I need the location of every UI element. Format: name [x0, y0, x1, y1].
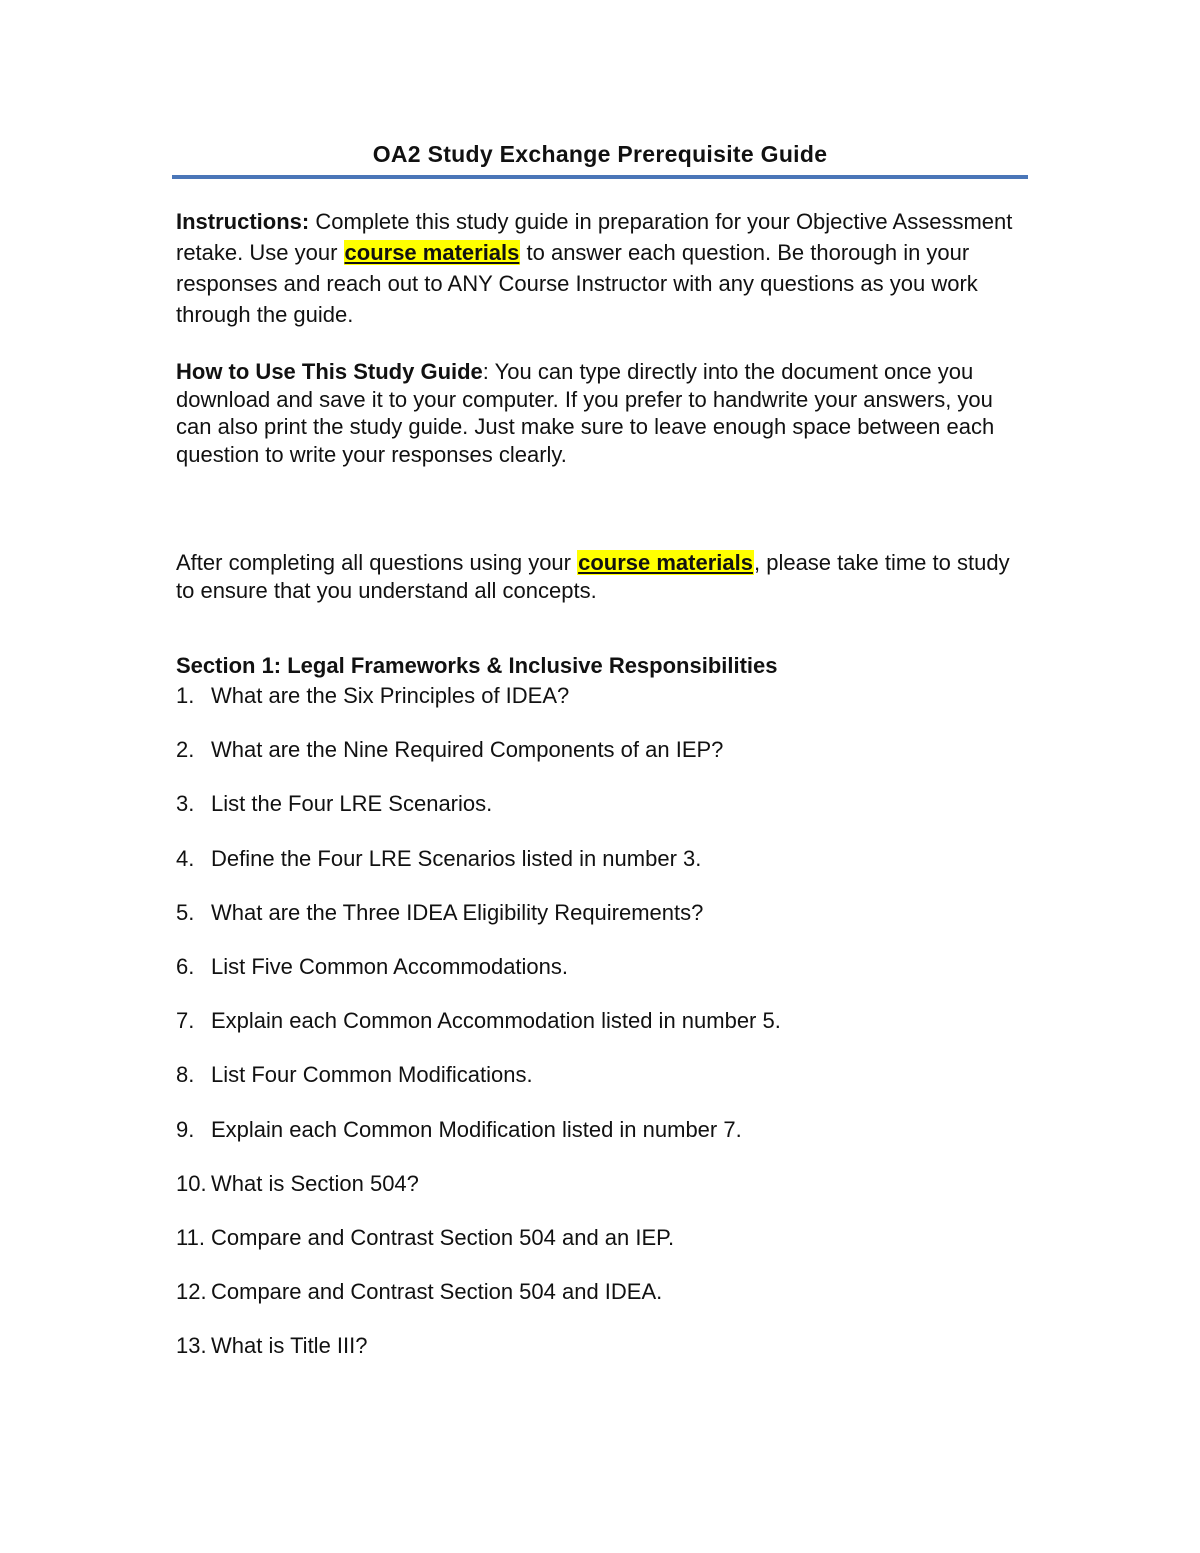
question-number: 11.	[176, 1224, 205, 1250]
question-number: 13.	[176, 1333, 207, 1359]
instructions-text-before: Complete this study guide in preparation for your Objective Assessment retake. Use your	[176, 209, 1013, 265]
list-item	[176, 952, 1016, 1006]
list-item	[176, 898, 1016, 952]
how-to-paragraph	[176, 358, 1016, 468]
instructions-paragraph	[176, 206, 1016, 330]
question-text: List the Four LRE Scenarios.	[211, 791, 493, 817]
list-item	[176, 789, 1016, 843]
question-text: Define the Four LRE Scenarios listed in number 3.	[211, 845, 702, 871]
list-item	[176, 844, 1016, 898]
instructions-text-after: to answer each question. Be thorough in your responses and reach out to ANY Course Instructor with any questions as you work through the guide.	[176, 240, 978, 327]
question-number: 2.	[176, 737, 195, 763]
after-text-before: After completing all questions using your	[176, 550, 578, 575]
question-text: What are the Nine Required Components of an IEP?	[211, 737, 724, 763]
list-item	[176, 1115, 1016, 1169]
list-item	[176, 1223, 1016, 1277]
list-item	[176, 681, 1016, 735]
list-item	[176, 1006, 1016, 1060]
document-title: OA2 Study Exchange Prerequisite Guide	[372, 141, 828, 167]
question-number: 1.	[176, 683, 195, 708]
after-highlight-course-materials: course materials	[578, 550, 753, 575]
question-number: 12.	[176, 1279, 207, 1305]
question-list	[176, 681, 1016, 1385]
question-text: Compare and Contrast Section 504 and IDEA.	[211, 1279, 663, 1305]
title-underline-rule	[172, 175, 1028, 179]
question-number: 4.	[176, 845, 195, 871]
question-text: What is Title III?	[211, 1333, 368, 1359]
question-number: 6.	[176, 953, 195, 979]
question-number: 8.	[176, 1062, 195, 1088]
question-number: 9.	[176, 1116, 195, 1142]
question-number: 10.	[176, 1170, 207, 1196]
list-item	[176, 1277, 1016, 1331]
question-text: What are the Three IDEA Eligibility Requirements?	[211, 899, 704, 925]
after-paragraph	[176, 549, 1016, 604]
how-to-text: : You can type directly into the document once you download and save it to your computer. If you prefer to handwrite your answers, you can also print the study guide. Just make sure to leave enough space between each question to write your responses clearly.	[176, 359, 995, 467]
instructions-highlight-course-materials: course materials	[344, 240, 520, 265]
list-item	[176, 1331, 1016, 1385]
question-text: List Four Common Modifications.	[211, 1062, 533, 1088]
list-item	[176, 1060, 1016, 1114]
after-text-after: , please take time to study to ensure that you understand all concepts.	[176, 550, 1010, 603]
question-number: 3.	[176, 791, 195, 817]
question-text: List Five Common Accommodations.	[211, 953, 569, 979]
question-text: What are the Six Principles of IDEA?	[211, 683, 570, 708]
section-1-title: Section 1: Legal Frameworks & Inclusive Responsibilities	[176, 653, 778, 678]
question-text: Explain each Common Modification listed in number 7.	[211, 1116, 742, 1142]
question-text: What is Section 504?	[211, 1170, 419, 1196]
question-number: 5.	[176, 899, 195, 925]
instructions-label: Instructions:	[176, 209, 310, 234]
question-number: 7.	[176, 1008, 195, 1034]
question-text: Compare and Contrast Section 504 and an IEP.	[211, 1224, 675, 1250]
question-text: Explain each Common Accommodation listed in number 5.	[211, 1008, 781, 1034]
list-item	[176, 1169, 1016, 1223]
list-item	[176, 735, 1016, 789]
how-to-label: How to Use This Study Guide	[176, 359, 483, 384]
